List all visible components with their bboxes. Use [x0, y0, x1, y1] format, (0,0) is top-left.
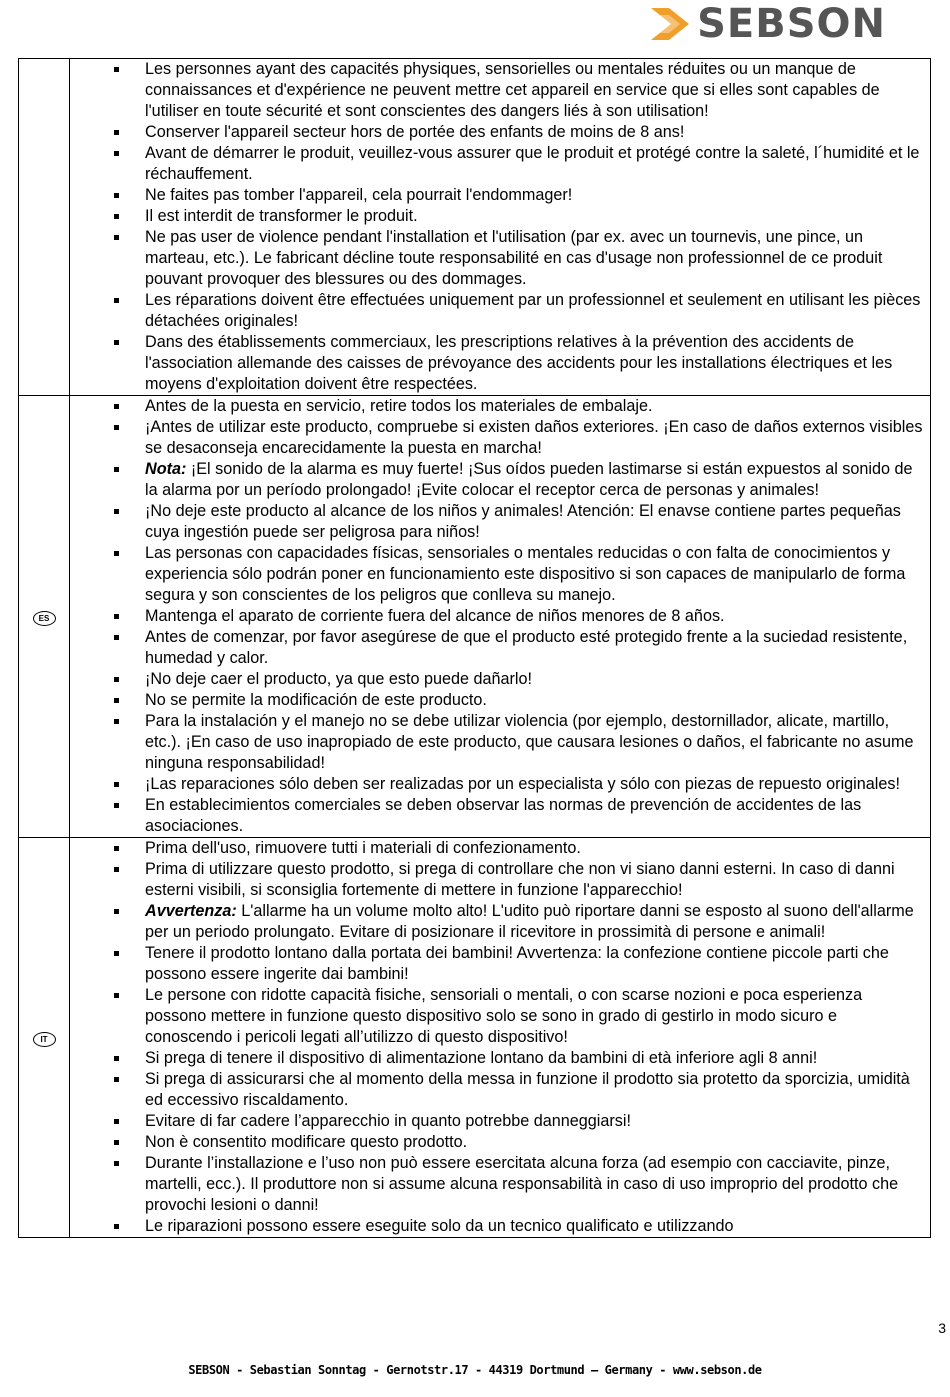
list-item — [70, 774, 930, 795]
item-text: ¡No deje caer el producto, ya que esto puede dañarlo! — [145, 670, 532, 688]
item-text: L'allarme ha un volume molto alto! L'udito può riportare danni se esposto al suono dell'allarme per un periodo prolungato. Evitare di posizionare il ricevitore in prossimità di persone e animali! — [145, 902, 914, 941]
language-cell — [19, 396, 70, 838]
list-item — [70, 1153, 930, 1216]
item-text: Prima di utilizzare questo prodotto, si prega di controllare che non vi siano danni esterni. In caso di danni esterni visibili, si sconsiglia fortemente di mettere in funzione l'apparecchio! — [145, 860, 895, 899]
list-item — [70, 711, 930, 774]
item-text: Las personas con capacidades físicas, sensoriales o mentales reducidas o con falta de conocimientos y experiencia sólo podrán poner en funcionamiento este dispositivo si son capaces de manipularlo de forma segura y son conscientes de los peligros que conlleva su manejo. — [145, 544, 906, 604]
section-row — [19, 396, 931, 838]
language-badge: IT — [33, 1032, 56, 1047]
language-cell — [19, 59, 70, 396]
item-text: Evitare di far cadere l’apparecchio in quanto potrebbe danneggiarsi! — [145, 1112, 631, 1130]
item-text: Antes de la puesta en servicio, retire todos los materiales de embalaje. — [145, 397, 653, 415]
item-text: ¡El sonido de la alarma es muy fuerte! ¡Sus oídos pueden lastimarse si están expuestos al sonido de la alarma por un período prolongado! ¡Evite colocar el receptor cerca de personas y animales! — [145, 460, 913, 499]
list-item — [70, 143, 930, 185]
bullet-list — [70, 59, 930, 395]
list-item — [70, 669, 930, 690]
item-text: Non è consentito modificare questo prodotto. — [145, 1133, 468, 1151]
item-text: Le riparazioni possono essere eseguite solo da un tecnico qualificato e utilizzando — [145, 1217, 734, 1235]
list-item — [70, 543, 930, 606]
item-text: Il est interdit de transformer le produit. — [145, 207, 418, 225]
language-cell — [19, 838, 70, 1238]
list-item — [70, 985, 930, 1048]
list-item — [70, 943, 930, 985]
safety-instructions-table — [18, 58, 931, 1238]
list-item — [70, 838, 930, 859]
item-text: Mantenga el aparato de corriente fuera del alcance de niños menores de 8 años. — [145, 607, 725, 625]
list-item — [70, 459, 930, 501]
footer-address: SEBSON - Sebastian Sonntag - Gernotstr.17 - 44319 Dortmund – Germany - www.sebson.de — [188, 1363, 762, 1377]
item-text: Dans des établissements commerciaux, les prescriptions relatives à la prévention des accidents de l'association allemande des caisses de prévoyance des accidents pour les installations électriques et les moyens d'exploitation doivent être respectées. — [145, 333, 893, 393]
list-item — [70, 227, 930, 290]
item-lead-label: Avvertenza: — [145, 902, 237, 920]
bullet-list — [70, 838, 930, 1237]
list-item — [70, 59, 930, 122]
language-badge: ES — [33, 611, 56, 626]
item-text: Conserver l'appareil secteur hors de portée des enfants de moins de 8 ans! — [145, 123, 685, 141]
item-text: Durante l’installazione e l’uso non può essere esercitata alcuna forza (ad esempio con cacciavite, pinze, martelli, ecc.). Il produttore non si assume alcuna responsabilità in caso di uso improprio del prodotto che provochi lesioni o danni! — [145, 1154, 899, 1214]
item-text: ¡Antes de utilizar este producto, compruebe si existen daños exteriores. ¡En caso de daños externos visibles se desaconseja encarecidamente la puesta en marcha! — [145, 418, 923, 457]
list-item — [70, 417, 930, 459]
list-item — [70, 206, 930, 227]
list-item — [70, 185, 930, 206]
list-item — [70, 901, 930, 943]
list-item — [70, 627, 930, 669]
section-row — [19, 59, 931, 396]
list-item — [70, 1111, 930, 1132]
instructions-cell — [70, 838, 931, 1238]
list-item — [70, 1132, 930, 1153]
sebson-chevron-icon — [649, 4, 691, 44]
list-item — [70, 1069, 930, 1111]
list-item — [70, 122, 930, 143]
list-item — [70, 501, 930, 543]
item-text: Les réparations doivent être effectuées uniquement par un professionnel et seulement en utilisant les pièces détachées originales! — [145, 291, 921, 330]
item-text: Prima dell'uso, rimuovere tutti i materiali di confezionamento. — [145, 839, 581, 857]
item-text: Les personnes ayant des capacités physiques, sensorielles ou mentales réduites ou un manque de connaissances et d'expérience ne peuvent mettre cet appareil en service que si elles sont capables de l'utiliser en toute sécurité et sont conscientes des dangers liés à son utilisation! — [145, 60, 880, 120]
section-row — [19, 838, 931, 1238]
bullet-list — [70, 396, 930, 837]
brand-logo — [649, 2, 886, 46]
page-number: 3 — [938, 1320, 946, 1336]
instructions-cell — [70, 396, 931, 838]
item-text: Ne pas user de violence pendant l'installation et l'utilisation (par ex. avec un tournevis, une pince, un marteau, etc.). Le fabricant décline toute responsabilité en cas d'usage non professionnel de ce produit pouvant provoquer des blessures ou des dommages. — [145, 228, 883, 288]
brand-name: SEBSON — [697, 1, 886, 47]
list-item — [70, 1048, 930, 1069]
item-text: No se permite la modificación de este producto. — [145, 691, 487, 709]
item-text: Antes de comenzar, por favor asegúrese de que el producto esté protegido frente a la suciedad resistente, humedad y calor. — [145, 628, 908, 667]
list-item — [70, 859, 930, 901]
list-item — [70, 396, 930, 417]
list-item — [70, 1216, 930, 1237]
list-item — [70, 690, 930, 711]
item-text: Avant de démarrer le produit, veuillez-vous assurer que le produit et protégé contre la saleté, l´humidité et le réchauffement. — [145, 144, 920, 183]
instructions-cell — [70, 59, 931, 396]
list-item — [70, 606, 930, 627]
list-item — [70, 290, 930, 332]
item-text: ¡Las reparaciones sólo deben ser realizadas por un especialista y sólo con piezas de repuesto originales! — [145, 775, 900, 793]
item-lead-label: Nota: — [145, 460, 187, 478]
list-item — [70, 795, 930, 837]
item-text: Tenere il prodotto lontano dalla portata dei bambini! Avvertenza: la confezione contiene piccole parti che possono essere ingerite dai bambini! — [145, 944, 889, 983]
item-text: Para la instalación y el manejo no se debe utilizar violencia (por ejemplo, destornillador, alicate, martillo, etc.). ¡En caso de uso inapropiado de este producto, que causara lesiones o daños, el fabricante no asume ninguna responsabilidad! — [145, 712, 914, 772]
item-text: Le persone con ridotte capacità fisiche, sensoriali o mentali, o con scarse nozioni e poca esperienza possono mettere in funzione questo dispositivo solo se sono in grado di gestirlo in modo sicuro e conoscendo i pericoli legati all’utilizzo di questo dispositivo! — [145, 986, 863, 1046]
item-text: Si prega di tenere il dispositivo di alimentazione lontano da bambini di età inferiore agli 8 anni! — [145, 1049, 818, 1067]
item-text: ¡No deje este producto al alcance de los niños y animales! Atención: El enavse contiene partes pequeñas cuya ingestión puede ser peligrosa para niños! — [145, 502, 901, 541]
item-text: Si prega di assicurarsi che al momento della messa in funzione il prodotto sia protetto da sporcizia, umidità ed eccessivo riscaldamento. — [145, 1070, 910, 1109]
item-text: En establecimientos comerciales se deben observar las normas de prevención de accidentes de las asociaciones. — [145, 796, 862, 835]
item-text: Ne faites pas tomber l'appareil, cela pourrait l'endommager! — [145, 186, 573, 204]
list-item — [70, 332, 930, 395]
